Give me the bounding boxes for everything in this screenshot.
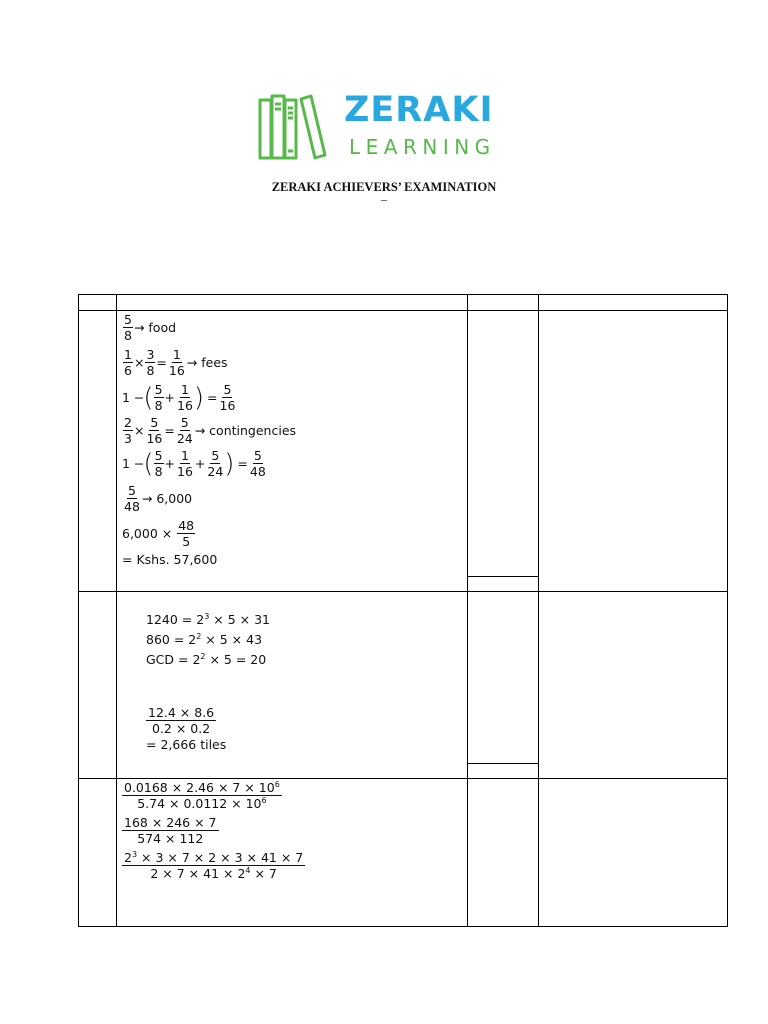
marks-subtotal-divider [467, 576, 539, 577]
math-line: $\frac{5}{48}$ → 6,000 [124, 483, 193, 514]
math-line: $\frac{5}{8}$ → food [124, 312, 177, 343]
fraction: $\frac{168 \times 246 \times 7}{574 \times 112}$ [124, 815, 217, 846]
math-line: $1240 = 2^3 \times 5 \times 31$ [146, 612, 270, 627]
math-line: $\frac{2}{3}$ × $\frac{5}{16}$ = $\frac{5}{24}$ → contingencies [124, 415, 297, 446]
fraction: $\frac{12.4 \times 8.6}{0.2 \times 0.2}$ [148, 705, 215, 736]
math-line: GCD = $2^2 \times 5 = 20$ [146, 652, 267, 667]
header-cell-marks [468, 295, 539, 311]
fraction: $\frac{5}{8}$ [124, 312, 132, 343]
marks-subtotal-divider [467, 763, 539, 764]
fraction: $\frac{0.0168 \times 2.46 \times 7 \times 10^6}{5.74 \times 0.0112 \times 10^6}$ [124, 780, 280, 811]
fraction: $\frac{2^3 \times 3 \times 7 \times 2 \times 3 \times 41 \times 7}{2 \times 7 \times 41 \times 2^4 \times 7}$ [124, 850, 304, 881]
math-line: = Kshs. 57,600 [122, 552, 218, 567]
working-cell [117, 779, 468, 927]
marks-cell [468, 311, 539, 592]
math-line: 1 − ( $\frac{5}{8}$ + $\frac{1}{16}$ ) = $\frac{5}{16}$ [122, 382, 236, 413]
working-cell [117, 592, 468, 779]
remarks-cell [539, 592, 728, 779]
math-line: = 2,666 tiles [146, 737, 227, 752]
working-cell [117, 311, 468, 592]
header-cell-remarks [539, 295, 728, 311]
math-line: 1 − ( $\frac{5}{8}$ + $\frac{1}{16}$ + $\frac{5}{24}$ ) = $\frac{5}{48}$ [122, 448, 266, 479]
math-line [122, 850, 467, 881]
header-cell-working [117, 295, 468, 311]
marking-scheme-table [78, 294, 728, 927]
table-header-row [79, 295, 728, 311]
marks-cell [468, 779, 539, 927]
table-row [79, 779, 728, 927]
table-row [79, 592, 728, 779]
header-cell-no [79, 295, 117, 311]
books-icon [257, 92, 331, 164]
remarks-cell [539, 779, 728, 927]
remarks-cell [539, 311, 728, 592]
math-line: $\frac{1}{6}$ × $\frac{3}{8}$ = $\frac{1}{16}$ → fees [124, 347, 228, 378]
math-line [122, 815, 467, 846]
question-number-cell [79, 592, 117, 779]
math-line [146, 705, 467, 736]
exam-title: ZERAKI ACHIEVERS’ EXAMINATION [271, 180, 497, 194]
math-line: $860 = 2^2 \times 5 \times 43$ [146, 632, 263, 647]
logo-wordmark-zeraki: ZERAKI [344, 90, 494, 130]
table-row [79, 311, 728, 592]
question-number-cell [79, 779, 117, 927]
question-number-cell [79, 311, 117, 592]
math-line: 6,000 × $\frac{48}{5}$ [122, 518, 195, 549]
zeraki-learning-logo [257, 92, 517, 164]
marks-cell [468, 592, 539, 779]
logo-wordmark-learning: LEARNING [349, 135, 496, 159]
exam-subtitle: – [381, 192, 387, 206]
math-line [122, 780, 467, 811]
